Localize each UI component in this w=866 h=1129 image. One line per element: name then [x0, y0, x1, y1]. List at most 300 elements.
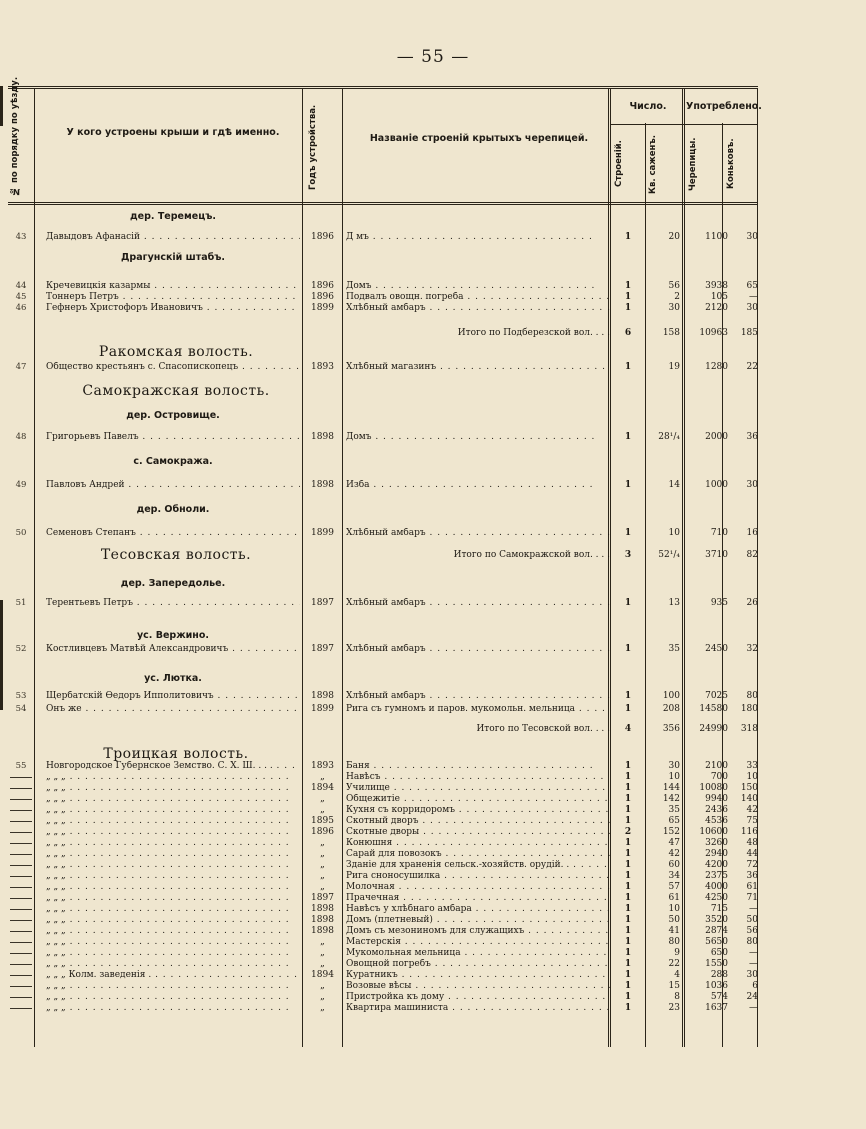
year-cell: 1898 [311, 926, 334, 936]
row-number-dash [10, 799, 32, 800]
row-number: 55 [15, 761, 27, 771]
tiles-cell: 4200 [705, 860, 728, 870]
area-cell: 13 [668, 598, 680, 608]
owner-cell [46, 704, 300, 715]
area-cell: 15 [668, 981, 680, 991]
year-cell: 1893 [311, 761, 334, 771]
owner-text: „ „ „ . . . [46, 882, 290, 892]
building-text: Хлѣбный амбаръ . . . [346, 644, 610, 654]
building-cell [346, 827, 610, 838]
building-text: Хлѣбный амбаръ . . . [346, 528, 610, 538]
owner-cell [46, 904, 300, 915]
area-cell: 10 [668, 528, 680, 538]
buildings-count: 1 [624, 838, 632, 848]
building-text: Мукомольная мельница . . . [346, 948, 610, 958]
owner-text: Щербатскій Ѳедоръ Ипполитовичъ . . . [46, 691, 300, 701]
area-cell: 2 [674, 292, 680, 302]
tiles-cell: 10080 [699, 783, 728, 793]
area-cell: 10 [668, 904, 680, 914]
year-cell: „ [320, 871, 325, 881]
buildings-count: 1 [624, 480, 632, 490]
buildings-count: 1 [624, 644, 632, 654]
building-cell [346, 794, 610, 805]
buildings-count: 1 [624, 528, 632, 538]
row-number: 48 [15, 432, 27, 442]
row-number-dash [10, 986, 32, 987]
owner-cell [46, 827, 300, 838]
ridges-cell: 48 [746, 838, 758, 848]
building-text: Хлѣбный магазинъ . . . [346, 362, 610, 372]
building-text: Навѣсъ у хлѣбнаго амбара . . . [346, 904, 610, 914]
ridges-cell: 16 [746, 528, 758, 538]
row-number: 50 [15, 528, 27, 538]
owner-cell [46, 772, 300, 783]
building-cell [346, 860, 610, 871]
building-cell [346, 232, 610, 243]
owner-text: „ „ „ . . . [46, 981, 290, 991]
total-buildings: 6 [624, 328, 632, 338]
column-rule [342, 89, 343, 1047]
owner-cell [46, 528, 300, 539]
tiles-cell: 1036 [705, 981, 728, 991]
ridges-cell: 65 [746, 281, 758, 291]
owner-cell [46, 598, 300, 609]
tiles-cell: 715 [710, 904, 728, 914]
building-cell [346, 893, 610, 904]
page-number: — 55 — [396, 47, 470, 67]
owner-cell [46, 480, 300, 491]
total-tiles: 3710 [705, 550, 728, 560]
header-num: № по порядку по уѣзду. [10, 76, 20, 196]
owner-text: Павловъ Андрей . . . [46, 480, 300, 490]
year-cell: 1898 [311, 915, 334, 925]
building-cell [346, 992, 610, 1003]
building-text: Д мъ . . . [346, 232, 593, 242]
year-cell: 1897 [311, 644, 334, 654]
owner-cell [46, 992, 300, 1003]
row-number-dash [10, 843, 32, 844]
ridges-cell: 61 [746, 882, 758, 892]
area-cell: 19 [668, 362, 680, 372]
owner-text: „ „ „ . . . [46, 783, 290, 793]
volost-heading: Троицкая волость. [103, 746, 249, 762]
tiles-cell: 1100 [705, 232, 728, 242]
year-cell: 1893 [311, 362, 334, 372]
tiles-cell: 2000 [705, 432, 728, 442]
total-label: Итого по Подберезской вол. . . . [457, 328, 610, 338]
area-cell: 142 [662, 794, 680, 804]
owner-text: „ „ „ . . . [46, 849, 290, 859]
building-cell [346, 948, 610, 959]
owner-text: „ „ „ Колм. заведенія . . . . [46, 970, 300, 980]
ridges-cell: 24 [746, 992, 758, 1002]
owner-cell [46, 981, 300, 992]
total-label: Итого по Самокражской вол. . . . [453, 550, 610, 560]
tiles-cell: 574 [710, 992, 728, 1002]
building-text: Куратникъ . . . [346, 970, 610, 980]
row-number-dash [10, 788, 32, 789]
building-text: Хлѣбный амбаръ . . . [346, 691, 610, 701]
ridges-cell: 140 [740, 794, 758, 804]
village-heading: дер. Запередолье. [120, 578, 226, 589]
ridges-cell: 80 [746, 937, 758, 947]
building-cell [346, 970, 610, 981]
buildings-count: 1 [624, 816, 632, 826]
header-used-group: Употреблено. [686, 101, 762, 112]
margin-mark [0, 600, 3, 710]
year-cell: „ [320, 794, 325, 804]
owner-text: „ „ „ . . . [46, 816, 290, 826]
ridges-cell: 26 [746, 598, 758, 608]
building-cell [346, 691, 610, 702]
building-text: Хлѣбный амбаръ . . . [346, 303, 610, 313]
village-heading: дер. Теремецъ. [130, 211, 216, 222]
building-text: Молочная . . . [346, 882, 610, 892]
tiles-cell: 935 [710, 598, 728, 608]
building-cell [346, 432, 610, 443]
tiles-cell: 4000 [705, 882, 728, 892]
row-number-dash [10, 920, 32, 921]
building-cell [346, 871, 610, 882]
building-text: Конюшня . . . [346, 838, 610, 848]
village-heading: с. Самокража. [133, 456, 213, 467]
owner-cell [46, 882, 300, 893]
total-ridges: 318 [740, 724, 758, 734]
row-number: 46 [15, 303, 27, 313]
buildings-count: 1 [624, 860, 632, 870]
tiles-cell: 288 [710, 970, 728, 980]
row-number: 52 [15, 644, 27, 654]
owner-text: „ „ „ . . . [46, 827, 290, 837]
year-cell: „ [320, 805, 325, 815]
owner-cell [46, 362, 300, 373]
ridges-cell: 72 [746, 860, 758, 870]
row-number-dash [10, 821, 32, 822]
area-cell: 57 [668, 882, 680, 892]
building-cell [346, 281, 610, 292]
ridges-cell: 75 [746, 816, 758, 826]
year-cell: 1894 [311, 783, 334, 793]
ridges-cell: — [749, 948, 758, 958]
owner-cell [46, 937, 300, 948]
column-rule [302, 89, 303, 1047]
owner-cell [46, 915, 300, 926]
building-cell [346, 838, 610, 849]
buildings-count: 1 [624, 849, 632, 859]
owner-cell [46, 959, 300, 970]
owner-text: „ „ „ . . . [46, 893, 290, 903]
area-cell: 28¹/₄ [658, 432, 680, 442]
year-cell: 1897 [311, 893, 334, 903]
building-cell [346, 644, 610, 655]
row-number-dash [10, 832, 32, 833]
ridges-cell: 180 [740, 704, 758, 714]
year-cell: „ [320, 882, 325, 892]
ridges-cell: 36 [746, 432, 758, 442]
ridges-cell: 80 [746, 691, 758, 701]
building-cell [346, 926, 610, 937]
building-text: Домъ съ мезониномъ для служащихъ . . . [346, 926, 610, 936]
owner-text: Тоннеръ Петръ . . . [46, 292, 300, 302]
owner-cell [46, 816, 300, 827]
owner-cell [46, 644, 300, 655]
building-text: Квартира машиниста . . . [346, 1003, 610, 1013]
area-cell: 35 [668, 644, 680, 654]
area-cell: 4 [674, 970, 680, 980]
owner-text: Кречевицкія казармы . . . [46, 281, 300, 291]
building-cell [346, 761, 610, 772]
building-cell [346, 981, 610, 992]
tiles-cell: 14580 [699, 704, 728, 714]
tiles-cell: 710 [710, 528, 728, 538]
owner-text: „ „ „ . . . [46, 959, 290, 969]
area-cell: 50 [668, 915, 680, 925]
ridges-cell: 42 [746, 805, 758, 815]
tiles-cell: 3938 [705, 281, 728, 291]
ridges-cell: 36 [746, 871, 758, 881]
ridges-cell: 44 [746, 849, 758, 859]
buildings-count: 1 [624, 362, 632, 372]
row-number-dash [10, 876, 32, 877]
owner-cell [46, 849, 300, 860]
building-cell [346, 904, 610, 915]
buildings-count: 1 [624, 959, 632, 969]
building-text: Подвалъ овощн. погреба . . . [346, 292, 610, 302]
ridges-cell: 30 [746, 970, 758, 980]
header-count-group: Число. [629, 101, 667, 112]
year-cell: 1896 [311, 292, 334, 302]
area-cell: 65 [668, 816, 680, 826]
building-cell [346, 805, 610, 816]
ridges-cell: 6 [752, 981, 758, 991]
area-cell: 80 [668, 937, 680, 947]
buildings-count: 1 [624, 915, 632, 925]
owner-text: „ „ „ . . . [46, 805, 290, 815]
header-ridges: Коньковъ. [726, 138, 736, 190]
tiles-cell: 7025 [705, 691, 728, 701]
owner-text: „ „ „ . . . [46, 838, 290, 848]
ridges-cell: 10 [746, 772, 758, 782]
row-number-dash [10, 931, 32, 932]
year-cell: 1899 [311, 704, 334, 714]
area-cell: 34 [668, 871, 680, 881]
building-cell [346, 915, 610, 926]
ridges-cell: 30 [746, 480, 758, 490]
building-cell [346, 816, 610, 827]
buildings-count: 1 [624, 981, 632, 991]
total-ridges: 185 [740, 328, 758, 338]
area-cell: 100 [662, 691, 680, 701]
owner-cell [46, 783, 300, 794]
tiles-cell: 5650 [705, 937, 728, 947]
year-cell: „ [320, 1003, 325, 1013]
row-number-dash [10, 942, 32, 943]
village-heading: дер. Островище. [126, 410, 220, 421]
header-owner: У кого устроены крыши и гдѣ именно. [66, 127, 280, 138]
area-cell: 35 [668, 805, 680, 815]
row-number-dash [10, 1008, 32, 1009]
row-number: 49 [15, 480, 27, 490]
total-tiles: 24990 [699, 724, 728, 734]
row-number-dash [10, 997, 32, 998]
tiles-cell: 2375 [705, 871, 728, 881]
tiles-cell: 4536 [705, 816, 728, 826]
buildings-count: 1 [624, 281, 632, 291]
building-text: Овощной погребъ . . . [346, 959, 610, 969]
area-cell: 10 [668, 772, 680, 782]
buildings-count: 1 [624, 704, 632, 714]
year-cell: 1896 [311, 827, 334, 837]
total-buildings: 4 [624, 724, 632, 734]
tiles-cell: 700 [710, 772, 728, 782]
buildings-count: 1 [624, 937, 632, 947]
owner-cell [46, 432, 300, 443]
buildings-count: 1 [624, 948, 632, 958]
year-cell: „ [320, 849, 325, 859]
area-cell: 22 [668, 959, 680, 969]
area-cell: 9 [674, 948, 680, 958]
owner-text: „ „ „ . . . [46, 926, 290, 936]
header-buildings: Строеній. [614, 140, 624, 188]
year-cell: 1898 [311, 432, 334, 442]
header-building: Названіе строеній крытыхъ черепицей. [369, 133, 589, 144]
ridges-cell: 22 [746, 362, 758, 372]
area-cell: 14 [668, 480, 680, 490]
ridges-cell: — [749, 292, 758, 302]
owner-text: Онъ же . . . [46, 704, 300, 714]
year-cell: 1899 [311, 528, 334, 538]
building-text: Хлѣбный амбаръ . . . [346, 598, 610, 608]
building-text: Училище . . . [346, 783, 610, 793]
tiles-cell: 2436 [705, 805, 728, 815]
total-area: 356 [662, 724, 680, 734]
owner-cell [46, 838, 300, 849]
building-cell [346, 1003, 610, 1014]
tiles-cell: 105 [710, 292, 728, 302]
total-label: Итого по Тесовской вол. . . . [476, 724, 610, 734]
building-cell [346, 598, 610, 609]
buildings-count: 1 [624, 232, 632, 242]
area-cell: 30 [668, 761, 680, 771]
building-cell [346, 849, 610, 860]
village-heading: Драгунскій штабъ. [120, 252, 226, 263]
owner-text: Терентьевъ Петръ . . . [46, 598, 300, 608]
volost-heading: Самокражская волость. [82, 383, 270, 399]
total-area: 158 [662, 328, 680, 338]
margin-mark [0, 86, 3, 126]
building-cell [346, 704, 610, 715]
year-cell: „ [320, 959, 325, 969]
year-cell: „ [320, 772, 325, 782]
building-cell [346, 480, 610, 491]
row-number-dash [10, 898, 32, 899]
building-text: Баня . . . [346, 761, 594, 771]
building-cell [346, 772, 610, 783]
building-cell [346, 959, 610, 970]
owner-cell [46, 691, 300, 702]
ridges-cell: 30 [746, 232, 758, 242]
owner-cell [46, 871, 300, 882]
building-cell [346, 937, 610, 948]
tiles-cell: 3260 [705, 838, 728, 848]
owner-cell [46, 292, 300, 303]
owner-cell [46, 948, 300, 959]
year-cell: 1895 [311, 816, 334, 826]
owner-text: „ „ „ . . . [46, 794, 290, 804]
year-cell: 1899 [311, 303, 334, 313]
building-text: Рига съ гумномъ и паров. мукомольн. мельница . . . [346, 704, 610, 714]
tile-roof-table [8, 76, 762, 1047]
tiles-cell: 2450 [705, 644, 728, 654]
building-cell [346, 528, 610, 539]
total-buildings: 3 [624, 550, 632, 560]
year-cell: 1898 [311, 480, 334, 490]
tiles-cell: 1637 [705, 1003, 728, 1013]
year-cell: „ [320, 860, 325, 870]
row-number-dash [10, 887, 32, 888]
total-tiles: 10963 [699, 328, 728, 338]
area-cell: 56 [668, 281, 680, 291]
owner-cell [46, 805, 300, 816]
buildings-count: 1 [624, 904, 632, 914]
area-cell: 61 [668, 893, 680, 903]
ridges-cell: — [749, 904, 758, 914]
owner-text: Новгородское Губернское Земство. С. Х. Ш. . . . . . . [46, 761, 300, 771]
row-number-dash [10, 810, 32, 811]
village-heading: ус. Вержино. [136, 630, 210, 641]
tiles-cell: 2100 [705, 761, 728, 771]
building-text: Зданіе для храненія сельск.-хозяйств. орудій. . . . . [346, 860, 610, 870]
buildings-count: 1 [624, 926, 632, 936]
total-area: 52¹/₄ [658, 550, 680, 560]
owner-cell [46, 303, 300, 314]
area-cell: 152 [662, 827, 680, 837]
buildings-count: 1 [624, 761, 632, 771]
tiles-cell: 1000 [705, 480, 728, 490]
owner-text: Давыдовъ Афанасій . . . [46, 232, 300, 242]
row-number-dash [10, 854, 32, 855]
ridges-cell: — [749, 1003, 758, 1013]
ridges-cell: 71 [746, 893, 758, 903]
column-rule [34, 89, 35, 1047]
owner-cell [46, 1003, 300, 1014]
tiles-cell: 10600 [699, 827, 728, 837]
building-text: Скотный дворъ . . . [346, 816, 610, 826]
row-number: 51 [15, 598, 27, 608]
owner-text: „ „ „ . . . [46, 915, 290, 925]
area-cell: 42 [668, 849, 680, 859]
building-text: Прачечная . . . [346, 893, 610, 903]
area-cell: 60 [668, 860, 680, 870]
volost-heading: Тесовская волость. [100, 547, 252, 563]
tiles-cell: 1280 [705, 362, 728, 372]
tiles-cell: 2940 [705, 849, 728, 859]
area-cell: 144 [662, 783, 680, 793]
buildings-count: 1 [624, 794, 632, 804]
ridges-cell: 32 [746, 644, 758, 654]
row-number-dash [10, 953, 32, 954]
row-number-dash [10, 865, 32, 866]
area-cell: 41 [668, 926, 680, 936]
building-cell [346, 362, 610, 373]
row-number-dash [10, 777, 32, 778]
row-number: 54 [15, 704, 27, 714]
owner-cell [46, 860, 300, 871]
building-text: Изба . . . [346, 480, 593, 490]
year-cell: „ [320, 948, 325, 958]
buildings-count: 1 [624, 691, 632, 701]
owner-cell [46, 893, 300, 904]
